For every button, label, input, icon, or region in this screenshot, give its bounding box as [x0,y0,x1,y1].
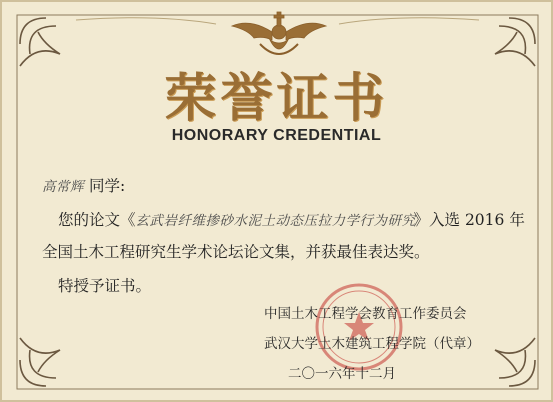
certificate-subtitle: HONORARY CREDENTIAL [171,127,382,144]
body-line-3: 特授予证书。 [58,277,152,295]
body-line1-suffix: 》入选 2016 年 [413,211,525,229]
body-line1-prefix: 您的论文《 [58,211,136,229]
salutation: 同学: [88,177,126,195]
issuer-school: 武汉大学土木建筑工程学院（代章） [264,336,480,352]
recipient-name: 高常辉 [42,179,84,195]
certificate-title: 荣誉证书 [164,68,389,129]
official-seal-stamp [314,282,404,372]
body-line-2: 全国土木工程研究生学术论坛论文集，并获最佳表达奖。 [42,243,430,261]
salutation-line [42,174,125,196]
issuer-committee: 中国土木工程学会教育工作委员会 [264,306,467,322]
paper-title: 玄武岩纤维掺砂水泥土动态压拉力学行为研究 [135,213,416,229]
issue-date: 二〇一六年十二月 [288,366,396,382]
body-line-1 [58,208,525,230]
